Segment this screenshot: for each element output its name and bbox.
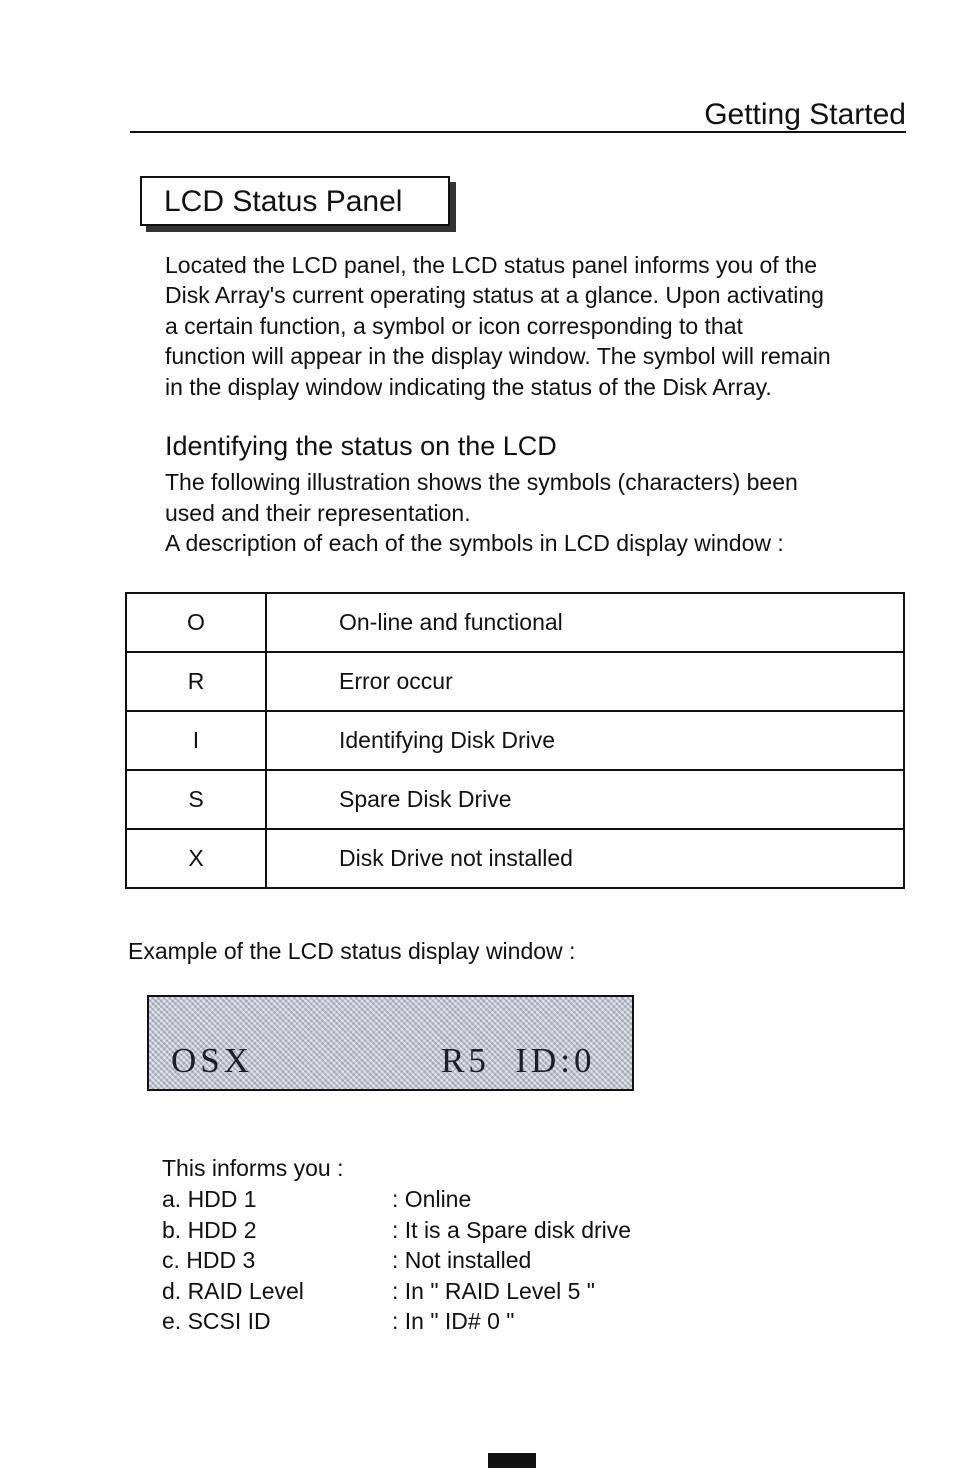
list-item-value: : It is a Spare disk drive xyxy=(392,1216,632,1243)
list-item xyxy=(162,1217,722,1248)
list-item-value: : Not installed xyxy=(392,1247,532,1274)
intro-line: function will appear in the display window. The symbol will remain xyxy=(165,343,831,370)
example-label: Example of the LCD status display window : xyxy=(128,938,576,964)
symbol-meaning: Spare Disk Drive xyxy=(266,770,904,829)
list-item-value: : Online xyxy=(392,1186,472,1212)
list-item-value: : In " ID# 0 " xyxy=(392,1308,515,1335)
symbol-code: S xyxy=(126,770,266,829)
symbol-code: O xyxy=(126,593,266,652)
intro-line: Located the LCD panel, the LCD status panel informs you of the xyxy=(165,252,818,278)
description-line: A description of each of the symbols in LCD display window : xyxy=(165,530,784,556)
header-rule xyxy=(130,131,906,133)
lcd-raid-id-text: R5 ID:0 xyxy=(441,1041,596,1080)
informs-list xyxy=(162,1186,722,1339)
symbol-meaning: Identifying Disk Drive xyxy=(266,711,904,770)
intro-line: a certain function, a symbol or icon corresponding to that xyxy=(165,312,743,339)
symbol-meaning: On-line and functional xyxy=(266,593,904,652)
section-title: LCD Status Panel xyxy=(164,185,403,218)
table-row xyxy=(126,711,904,770)
description-line: The following illustration shows the symbols (characters) been xyxy=(165,469,798,495)
identifying-description xyxy=(165,467,798,559)
symbol-code: X xyxy=(126,829,266,888)
section-title-box xyxy=(140,176,450,226)
symbol-meaning: Error occur xyxy=(266,652,904,711)
symbol-meaning: Disk Drive not installed xyxy=(266,829,904,888)
list-item-value: : In " RAID Level 5 " xyxy=(392,1277,595,1304)
table-row xyxy=(126,593,904,652)
lcd-display-window xyxy=(147,995,634,1091)
list-item-key: a. HDD 1 xyxy=(162,1186,257,1212)
intro-line: in the display window indicating the status of the Disk Array. xyxy=(165,373,772,400)
symbol-code: I xyxy=(126,711,266,770)
symbol-code: R xyxy=(126,652,266,711)
list-item xyxy=(162,1186,722,1217)
list-item-key: c. HDD 3 xyxy=(162,1247,256,1274)
table-row xyxy=(126,829,904,888)
intro-line: Disk Array's current operating status at a glance. Upon activating xyxy=(165,282,824,309)
list-item-key: b. HDD 2 xyxy=(162,1216,257,1243)
description-line: used and their representation. xyxy=(165,499,471,526)
identifying-heading: Identifying the status on the LCD xyxy=(165,431,557,461)
lcd-drive-status-text: OSX xyxy=(171,1041,254,1080)
list-item xyxy=(162,1308,722,1339)
page-tab-marker xyxy=(488,1453,536,1468)
list-item-key: e. SCSI ID xyxy=(162,1308,271,1335)
symbol-table xyxy=(125,592,905,889)
list-item-key: d. RAID Level xyxy=(162,1277,304,1304)
running-head: Getting Started xyxy=(704,98,906,131)
intro-paragraph xyxy=(165,250,905,402)
informs-intro: This informs you : xyxy=(162,1155,344,1181)
table-row xyxy=(126,652,904,711)
table-row xyxy=(126,770,904,829)
list-item xyxy=(162,1247,722,1278)
list-item xyxy=(162,1278,722,1309)
